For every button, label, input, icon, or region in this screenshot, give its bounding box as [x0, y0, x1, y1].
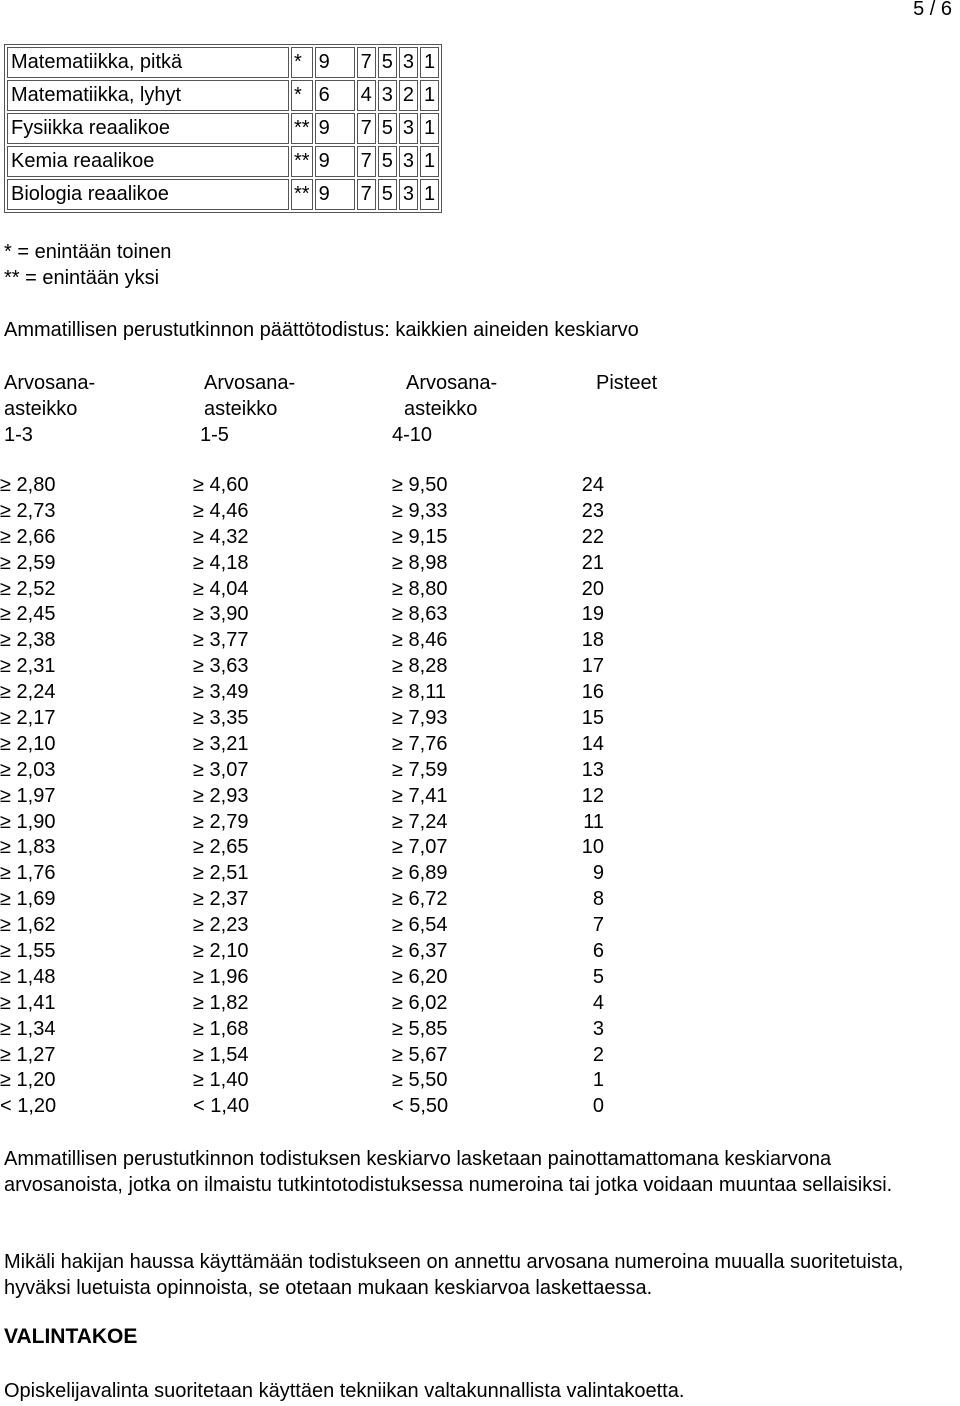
subject-grade-cell: 9 [315, 113, 355, 144]
scale-4-10-value: ≥ 5,85 [392, 1017, 448, 1040]
scale-1-5-value: ≥ 3,49 [193, 681, 249, 704]
subject-grade-cell: 1 [420, 80, 439, 111]
scale-4-10-value: ≥ 7,59 [392, 758, 448, 781]
conversion-row [0, 731, 700, 757]
subject-grade-cell: 3 [399, 113, 418, 144]
scale-4-10-value: ≥ 7,07 [392, 836, 448, 859]
scale-1-3-value: ≥ 1,69 [0, 888, 56, 911]
scale-1-3-value: ≥ 2,03 [0, 758, 56, 781]
subject-grade-cell: 9 [315, 146, 355, 177]
scale-4-10-value: ≥ 8,80 [392, 577, 448, 600]
points-value: 18 [581, 629, 604, 652]
scale-1-5-value: ≥ 1,68 [193, 1017, 249, 1040]
subject-grade-cell: 3 [399, 179, 418, 210]
conversion-row [0, 576, 700, 602]
points-value: 15 [581, 707, 604, 730]
note-single-star: * = enintään toinen [4, 241, 172, 263]
points-value: 8 [592, 888, 604, 911]
section-title: Ammatillisen perustutkinnon päättötodistus: kaikkien aineiden keskiarvo [4, 319, 639, 341]
scale-1-3-value: ≥ 2,52 [0, 577, 56, 600]
scale-1-5-value: ≥ 3,21 [193, 732, 249, 755]
subject-name: Matematiikka, lyhyt [7, 80, 289, 111]
page-number: 5 / 6 [913, 0, 952, 20]
scale-1-3-value: ≥ 1,97 [0, 784, 56, 807]
subject-grade-cell: 1 [420, 113, 439, 144]
scale-4-10-value: ≥ 8,28 [392, 655, 448, 678]
scale-4-10-value: ≥ 7,93 [392, 707, 448, 730]
scale-4-10-value: ≥ 6,02 [392, 991, 448, 1014]
conversion-row [0, 1016, 700, 1042]
points-value: 5 [592, 965, 604, 988]
points-value: 1 [592, 1069, 604, 1092]
subject-row [7, 80, 439, 111]
scale-1-3-value: ≥ 2,73 [0, 499, 56, 522]
conversion-row [0, 653, 700, 679]
scale-1-3-value: ≥ 1,76 [0, 862, 56, 885]
header-line: 1-5 [200, 424, 229, 446]
scale-4-10-value: ≥ 7,76 [392, 732, 448, 755]
scale-1-5-value: ≥ 2,79 [193, 810, 249, 833]
header-scale-1-3 [4, 370, 95, 448]
scale-1-5-value: ≥ 1,82 [193, 991, 249, 1014]
scale-1-3-value: ≥ 1,20 [0, 1069, 56, 1092]
scale-1-5-value: ≥ 4,04 [193, 577, 249, 600]
points-value: 21 [581, 551, 604, 574]
scale-4-10-value: < 5,50 [392, 1095, 449, 1118]
scale-4-10-value: ≥ 8,46 [392, 629, 448, 652]
scale-4-10-value: ≥ 9,33 [392, 499, 448, 522]
scale-1-5-value: ≥ 2,37 [193, 888, 249, 911]
subject-grade-table [4, 44, 442, 213]
scale-1-3-value: ≥ 2,45 [0, 603, 56, 626]
conversion-row [0, 679, 700, 705]
header-line: Arvosana- [4, 372, 96, 394]
subject-grade-cell: 7 [357, 47, 376, 78]
conversion-row [0, 472, 700, 498]
points-value: 13 [581, 758, 604, 781]
conversion-row [0, 601, 700, 627]
conversion-row [0, 809, 700, 835]
conversion-table [0, 472, 700, 1119]
conversion-row [0, 1067, 700, 1093]
scale-1-5-value: ≥ 4,32 [193, 525, 249, 548]
header-line: asteikko [4, 398, 78, 420]
subject-grade-cell: 1 [420, 47, 439, 78]
scale-1-5-value: ≥ 4,60 [193, 474, 249, 496]
points-value: 16 [581, 681, 604, 704]
points-value: 20 [581, 577, 604, 600]
scale-1-5-value: ≥ 4,46 [193, 499, 249, 522]
points-value: 24 [581, 474, 604, 496]
scale-1-3-value: ≥ 1,55 [0, 940, 56, 963]
paragraph-entrance-exam: Opiskelijavalinta suoritetaan käyttäen tekniikan valtakunnallista valintakoetta. [4, 1380, 685, 1402]
scale-4-10-value: ≥ 7,41 [392, 784, 448, 807]
scale-1-5-value: ≥ 2,65 [193, 836, 249, 859]
points-value: 10 [581, 836, 604, 859]
conversion-row [0, 964, 700, 990]
note-double-star: ** = enintään yksi [4, 267, 160, 289]
points-value: 6 [592, 940, 604, 963]
paragraph-other-studies: Mikäli hakijan haussa käyttämään todistukseen on annettu arvosana numeroina muualla suoritetuista, hyväksi luetuista opinnoista, se otetaan mukaan keskiarvoa laskettaessa. [4, 1251, 904, 1299]
conversion-row [0, 938, 700, 964]
conversion-row [0, 912, 700, 938]
scale-1-5-value: ≥ 3,77 [193, 629, 249, 652]
subject-grade-cell: 2 [399, 80, 418, 111]
scale-4-10-value: ≥ 5,50 [392, 1069, 448, 1092]
subject-grade-cell: 3 [399, 47, 418, 78]
scale-1-5-value: ≥ 1,54 [193, 1043, 249, 1066]
scale-1-3-value: ≥ 2,31 [0, 655, 56, 678]
subject-grade-cell: 5 [378, 146, 397, 177]
scale-1-5-value: ≥ 2,51 [193, 862, 249, 885]
scale-1-3-value: ≥ 2,10 [0, 732, 56, 755]
scale-1-5-value: ≥ 1,96 [193, 965, 249, 988]
subject-name: Matematiikka, pitkä [7, 47, 289, 78]
subject-grade-cell: 9 [315, 47, 355, 78]
conversion-row [0, 1042, 700, 1068]
scale-1-3-value: ≥ 1,90 [0, 810, 56, 833]
subject-grade-cell: 4 [357, 80, 376, 111]
scale-1-3-value: ≥ 1,48 [0, 965, 56, 988]
scale-4-10-value: ≥ 6,89 [392, 862, 448, 885]
subject-limit-mark: ** [291, 179, 313, 210]
scale-1-5-value: ≥ 2,10 [193, 940, 249, 963]
subject-name: Biologia reaalikoe [7, 179, 289, 210]
subject-grade-cell: 5 [378, 47, 397, 78]
subject-grade-cell: 9 [315, 179, 355, 210]
scale-4-10-value: ≥ 6,37 [392, 940, 448, 963]
scale-4-10-value: ≥ 9,50 [392, 474, 448, 496]
scale-1-5-value: ≥ 3,35 [193, 707, 249, 730]
header-line: 4-10 [392, 424, 433, 446]
conversion-row [0, 627, 700, 653]
subject-name: Kemia reaalikoe [7, 146, 289, 177]
subject-row [7, 179, 439, 210]
conversion-row [0, 524, 700, 550]
scale-4-10-value: ≥ 8,11 [392, 681, 446, 704]
scale-1-5-value: < 1,40 [193, 1095, 250, 1118]
subject-grade-cell: 6 [315, 80, 355, 111]
scale-1-3-value: ≥ 2,17 [0, 707, 56, 730]
points-value: 22 [581, 525, 604, 548]
subject-row [7, 146, 439, 177]
points-value: 9 [592, 862, 604, 885]
header-line: asteikko [204, 398, 278, 420]
scale-1-5-value: ≥ 3,07 [193, 758, 249, 781]
subject-grade-cell: 1 [420, 179, 439, 210]
subject-grade-cell: 7 [357, 113, 376, 144]
conversion-row [0, 550, 700, 576]
subject-limit-mark: ** [291, 113, 313, 144]
subject-grade-cell: 3 [378, 80, 397, 111]
scale-1-5-value: ≥ 3,90 [193, 603, 249, 626]
subject-grade-cell: 7 [357, 179, 376, 210]
conversion-row [0, 783, 700, 809]
subject-grade-cell: 5 [378, 113, 397, 144]
scale-1-3-value: ≥ 1,83 [0, 836, 56, 859]
scale-1-3-value: ≥ 1,34 [0, 1017, 56, 1040]
scale-1-5-value: ≥ 1,40 [193, 1069, 249, 1092]
subject-row [7, 113, 439, 144]
subject-grade-cell: 7 [357, 146, 376, 177]
scale-1-3-value: ≥ 2,38 [0, 629, 56, 652]
scale-4-10-value: ≥ 8,63 [392, 603, 448, 626]
points-value: 12 [581, 784, 604, 807]
scale-1-3-value: ≥ 1,41 [0, 991, 56, 1014]
subject-name: Fysiikka reaalikoe [7, 113, 289, 144]
header-line: Arvosana- [406, 372, 498, 394]
conversion-row [0, 886, 700, 912]
conversion-row [0, 757, 700, 783]
conversion-row [0, 990, 700, 1016]
header-line: 1-3 [4, 424, 33, 446]
points-value: 14 [581, 732, 604, 755]
scale-1-3-value: ≥ 2,80 [0, 474, 56, 496]
conversion-row [0, 1093, 700, 1119]
scale-4-10-value: ≥ 8,98 [392, 551, 448, 574]
conversion-row [0, 705, 700, 731]
subject-row [7, 47, 439, 78]
scale-1-3-value: ≥ 1,27 [0, 1043, 56, 1066]
scale-1-3-value: ≥ 2,59 [0, 551, 56, 574]
subject-grade-cell: 5 [378, 179, 397, 210]
subject-limit-mark: ** [291, 146, 313, 177]
scale-1-5-value: ≥ 4,18 [193, 551, 249, 574]
points-value: 19 [581, 603, 604, 626]
conversion-row [0, 834, 700, 860]
subject-limit-mark: * [291, 47, 313, 78]
points-value: 2 [592, 1043, 604, 1066]
header-line: asteikko [404, 398, 478, 420]
scale-4-10-value: ≥ 6,72 [392, 888, 448, 911]
header-line: Pisteet [596, 372, 658, 394]
scale-4-10-value: ≥ 7,24 [392, 810, 448, 833]
scale-1-3-value: < 1,20 [0, 1095, 57, 1118]
heading-valintakoe: VALINTAKOE [4, 1325, 138, 1348]
scale-1-5-value: ≥ 2,23 [193, 914, 249, 937]
conversion-row [0, 860, 700, 886]
subject-grade-cell: 3 [399, 146, 418, 177]
scale-1-5-value: ≥ 3,63 [193, 655, 249, 678]
points-value: 0 [592, 1095, 604, 1118]
scale-1-5-value: ≥ 2,93 [193, 784, 249, 807]
points-value: 23 [581, 499, 604, 522]
paragraph-average-calculation: Ammatillisen perustutkinnon todistuksen keskiarvo lasketaan painottamattomana keskiarvona arvosanoista, jotka on ilmaistu tutkintotodistuksessa numeroina tai jotka voidaan muuntaa sellaisiksi. [4, 1148, 893, 1196]
scale-1-3-value: ≥ 2,24 [0, 681, 56, 704]
scale-4-10-value: ≥ 6,54 [392, 914, 448, 937]
scale-4-10-value: ≥ 6,20 [392, 965, 448, 988]
scale-4-10-value: ≥ 5,67 [392, 1043, 448, 1066]
points-value: 3 [592, 1017, 604, 1040]
scale-1-3-value: ≥ 2,66 [0, 525, 56, 548]
header-line: Arvosana- [204, 372, 296, 394]
header-scale-4-10 [392, 370, 497, 448]
conversion-row [0, 498, 700, 524]
header-scale-1-5 [200, 370, 295, 448]
points-value: 7 [592, 914, 604, 937]
subject-grade-cell: 1 [420, 146, 439, 177]
points-value: 17 [581, 655, 604, 678]
points-value: 4 [592, 991, 604, 1014]
header-points [596, 370, 657, 396]
subject-limit-mark: * [291, 80, 313, 111]
scale-4-10-value: ≥ 9,15 [392, 525, 448, 548]
scale-1-3-value: ≥ 1,62 [0, 914, 56, 937]
points-value: 11 [583, 810, 604, 833]
